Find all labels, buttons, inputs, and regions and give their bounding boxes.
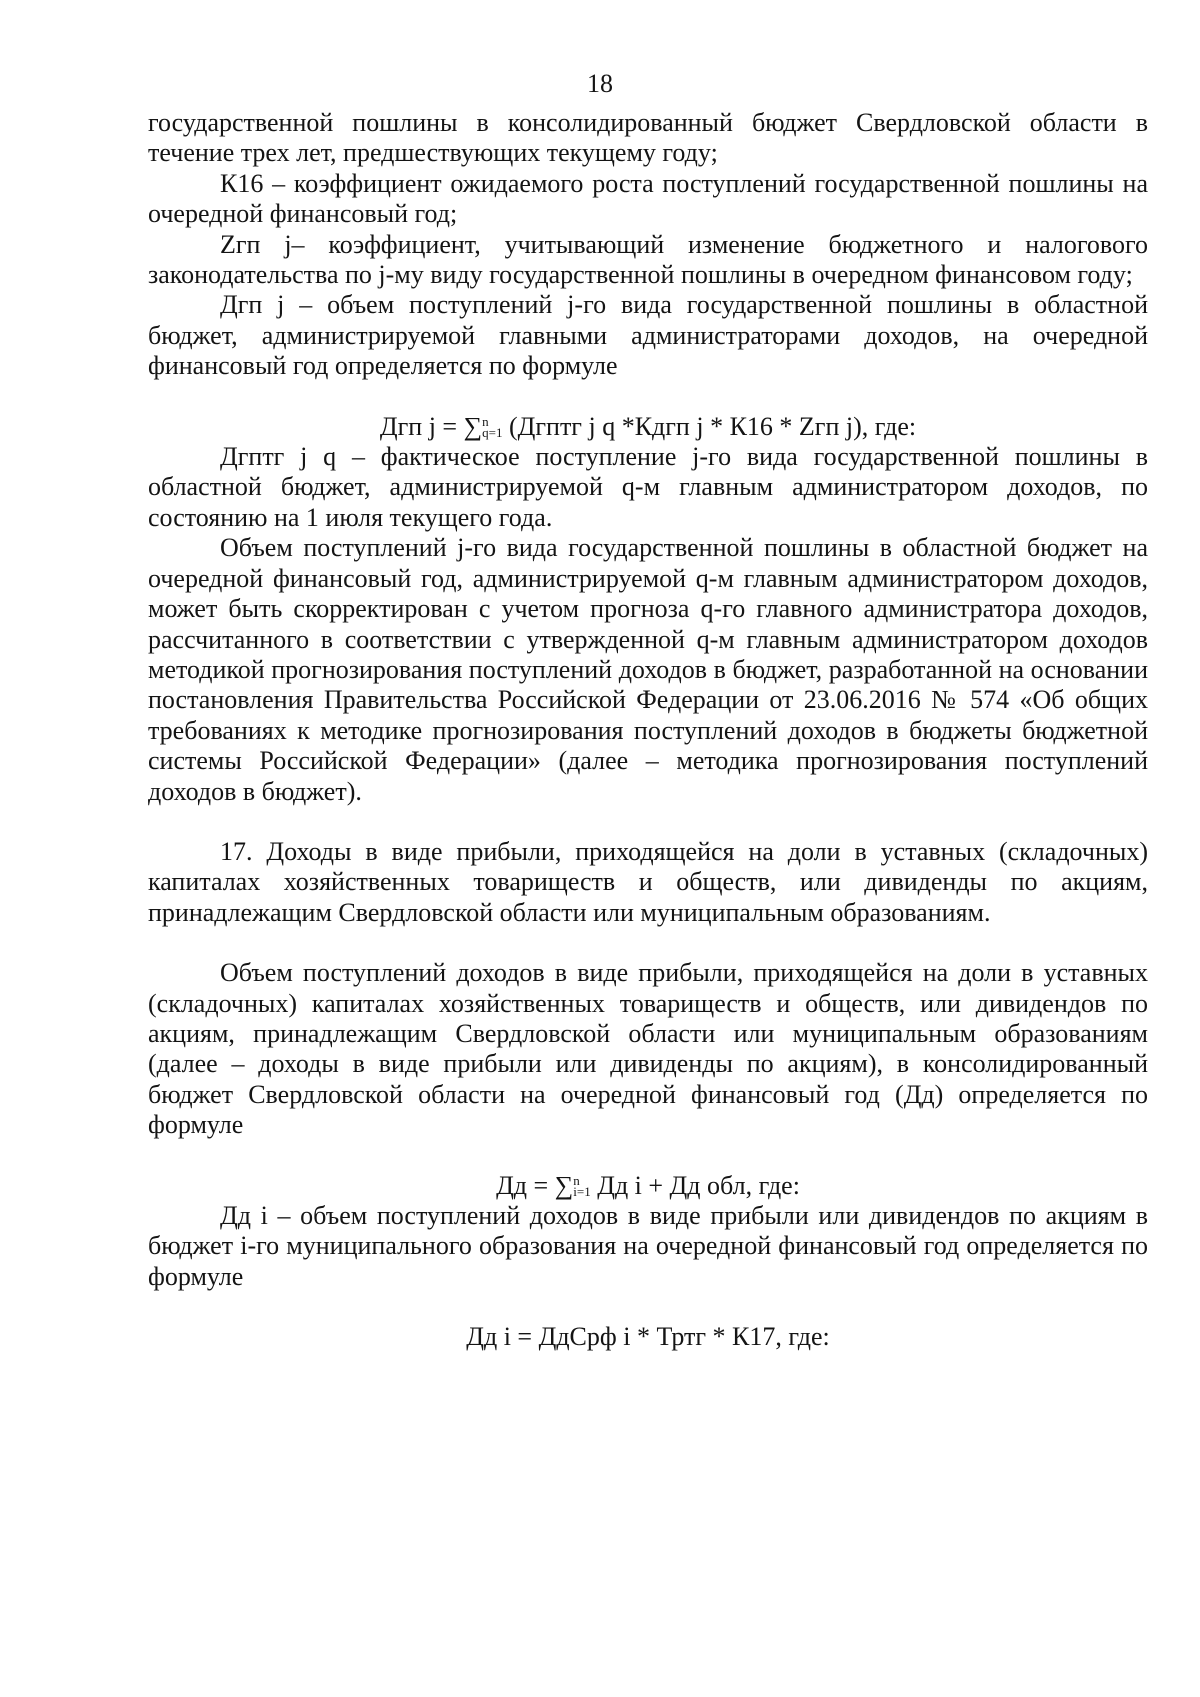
formula-rhs: Дд i + Дд обл, где: (590, 1170, 800, 1200)
paragraph-section-17: 17. Доходы в виде прибыли, приходящейся на доли в уставных (складочных) капиталах хозяйственных товариществ и обществ, или дивиденды по акциям, принадлежащим Свердловской области или муниципальным образованиям. (148, 836, 1148, 927)
sum-upper-limit: n (573, 1172, 580, 1188)
sum-symbol: ∑ (463, 411, 483, 441)
spacer (148, 1141, 1148, 1171)
spacer (148, 928, 1148, 958)
paragraph-correction: Объем поступлений j-го вида государственной пошлины в областной бюджет на очередной финансовый год, администрируемой q-м главным администратором доходов, может быть скорректирован с учетом прогноза q-го главного администратора доходов, рассчитанного в соответствии с утвержденной q-м главным администратором доходов методикой прогнозирования поступлений доходов в бюджет, разработанной на основании постановления Правительства Российской Федерации от 23.06.2016 № 574 «Об общих требованиях к методике прогнозирования поступлений доходов в бюджеты бюджетной системы Российской Федерации» (далее – методика прогнозирования поступлений доходов в бюджет). (148, 533, 1148, 806)
formula-rhs: (Дгптг j q *Кдгп j * К16 * Zгп j), где: (502, 411, 917, 441)
paragraph-dgp-definition: Дгп j – объем поступлений j-го вида государственной пошлины в областной бюджет, администрируемой главными администраторами доходов, на очередной финансовый год определяется по формуле (148, 290, 1148, 381)
formula-lhs: Дд = (496, 1170, 555, 1200)
formula-dd-i: Дд i = ДдСрф i * Тртг * К17, где: (466, 1322, 830, 1352)
sum-lower-limit: q=1 (482, 424, 503, 440)
sum-limits (573, 1172, 591, 1199)
spacer (148, 382, 1148, 412)
paragraph-k16-definition: К16 – коэффициент ожидаемого роста поступлений государственной пошлины на очередной финансовый год; (148, 168, 1148, 229)
page-number: 18 (587, 69, 613, 98)
paragraph-dd-volume: Объем поступлений доходов в виде прибыли, приходящейся на доли в уставных (складочных) капиталах хозяйственных товариществ и обществ, или дивидендов по акциям, принадлежащим Свердловской области или муниципальным образованиям (далее – доходы в виде прибыли или дивиденды по акциям), в консолидированный бюджет Свердловской области на очередной финансовый год (Дд) определяется по формуле (148, 958, 1148, 1140)
paragraph-continuation: государственной пошлины в консолидированный бюджет Свердловской области в течение трех лет, предшествующих текущему году; (148, 108, 1148, 168)
spacer (148, 1292, 1148, 1322)
sum-symbol: ∑ (554, 1170, 574, 1200)
document-body (148, 108, 1148, 1353)
sum-upper-limit: n (482, 413, 489, 429)
paragraph-dgptg-definition: Дгптг j q – фактическое поступление j-го вида государственной пошлины в областной бюджет, администрируемой q-м главным администратором доходов, по состоянию на 1 июля текущего года. (148, 442, 1148, 532)
paragraph-dd-i-definition: Дд i – объем поступлений доходов в виде прибыли или дивидендов по акциям в бюджет i-го муниципального образования на очередной финансовый год определяется по формуле (148, 1201, 1148, 1291)
formula-lhs: Дгп j = (379, 411, 464, 441)
formula-dgp (148, 412, 1148, 442)
spacer (148, 807, 1148, 837)
paragraph-zgp-definition: Zгп j– коэффициент, учитывающий изменение бюджетного и налогового законодательства по j-му виду государственной пошлины в очередном финансовом году; (148, 229, 1148, 290)
sum-limits (482, 413, 503, 440)
formula-dd (148, 1171, 1148, 1201)
sum-lower-limit: i=1 (573, 1183, 591, 1199)
